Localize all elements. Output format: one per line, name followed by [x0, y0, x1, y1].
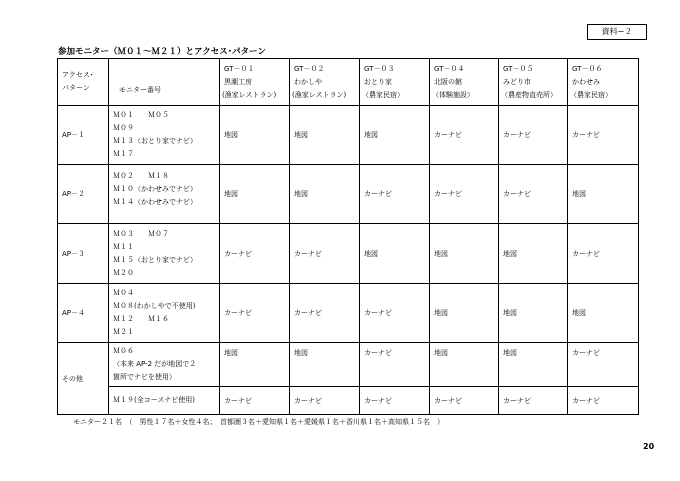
access-cell: カーナビ [499, 106, 568, 165]
access-cell: カーナビ [568, 224, 639, 284]
monitor-list: Ｍ０３ Ｍ０７ Ｍ１１ Ｍ１５（おとり家でナビ） Ｍ２０ [109, 224, 220, 284]
access-cell: 地図 [360, 106, 430, 165]
page-number: 20 [643, 442, 655, 451]
access-cell: 地図 [290, 106, 360, 165]
footnote: モニター２１名 （ 男性１７名＋女性４名； 首都圏３名＋愛知県１名＋愛媛県１名＋香川県１名＋高知県１５名 ） [73, 418, 444, 426]
table-row [58, 343, 639, 387]
header-gt03: GT－０３ おとり家 （農家民宿） [360, 59, 430, 106]
table-row [58, 284, 639, 343]
pattern-label: AP－３ [58, 224, 109, 284]
access-cell: カーナビ [220, 224, 290, 284]
header-monitor: モニター番号 [109, 59, 220, 106]
document-label: 資料−２ [587, 24, 647, 40]
monitor-list: Ｍ１９(全コースナビ使用) [109, 387, 220, 415]
access-pattern-table [57, 58, 639, 415]
monitor-list: Ｍ０１ Ｍ０５ Ｍ０９ Ｍ１３（おとり家でナビ） Ｍ１７ [109, 106, 220, 165]
access-cell: カーナビ [290, 284, 360, 343]
access-cell: 地図 [220, 106, 290, 165]
access-cell: 地図 [220, 165, 290, 224]
pattern-label: その他 [58, 343, 109, 415]
access-cell: 地図 [360, 224, 430, 284]
access-cell: カーナビ [430, 387, 499, 415]
access-cell: カーナビ [360, 387, 430, 415]
header-row [58, 59, 639, 106]
access-cell: カーナビ [360, 343, 430, 387]
access-cell: 地図 [499, 343, 568, 387]
access-cell: カーナビ [290, 387, 360, 415]
access-cell: 地図 [290, 165, 360, 224]
monitor-list: Ｍ０４ Ｍ０８(わかしやで不使用) Ｍ１２ Ｍ１６ Ｍ２１ [109, 284, 220, 343]
access-cell: 地図 [568, 284, 639, 343]
header-gt04: GT－０４ 北阪の館 （体験施設） [430, 59, 499, 106]
access-cell: 地図 [430, 284, 499, 343]
access-cell: カーナビ [568, 106, 639, 165]
access-cell: カーナビ [220, 387, 290, 415]
access-cell: カーナビ [430, 165, 499, 224]
access-cell: カーナビ [220, 284, 290, 343]
access-cell: カーナビ [499, 387, 568, 415]
access-cell: カーナビ [430, 106, 499, 165]
pattern-label: AP－１ [58, 106, 109, 165]
table-title: 参加モニター（Ｍ０１〜Ｍ２１）とアクセス･パターン [58, 47, 266, 57]
monitor-list: Ｍ０２ Ｍ１８ Ｍ１０（かわせみでナビ） Ｍ１４（かわせみでナビ） [109, 165, 220, 224]
header-gt02: GT－０２ わかしや (漁家レストラン) [290, 59, 360, 106]
table-row [58, 106, 639, 165]
access-cell: カーナビ [499, 165, 568, 224]
access-cell: カーナビ [360, 165, 430, 224]
access-cell: 地図 [430, 224, 499, 284]
access-cell: 地図 [290, 343, 360, 387]
header-gt01: GT－０１ 黒潮工房 (漁家レストラン) [220, 59, 290, 106]
pattern-label: AP－４ [58, 284, 109, 343]
access-cell: カーナビ [568, 343, 639, 387]
access-cell: 地図 [568, 165, 639, 224]
access-cell: カーナビ [290, 224, 360, 284]
table-row [58, 387, 639, 415]
access-cell: カーナビ [360, 284, 430, 343]
monitor-list: Ｍ０６ （本来 AP-2 だが地図で２ 箇所でナビを使用） [109, 343, 220, 387]
access-cell: 地図 [499, 284, 568, 343]
access-cell: 地図 [220, 343, 290, 387]
access-cell: 地図 [430, 343, 499, 387]
access-cell: カーナビ [568, 387, 639, 415]
pattern-label: AP－２ [58, 165, 109, 224]
access-cell: 地図 [499, 224, 568, 284]
table-row [58, 165, 639, 224]
header-gt05: GT－０５ みどり市 （農産物直売所） [499, 59, 568, 106]
header-gt06: GT－０６ かわせみ （農家民宿） [568, 59, 639, 106]
table-row [58, 224, 639, 284]
header-pattern: アクセス･ パターン [58, 59, 109, 106]
